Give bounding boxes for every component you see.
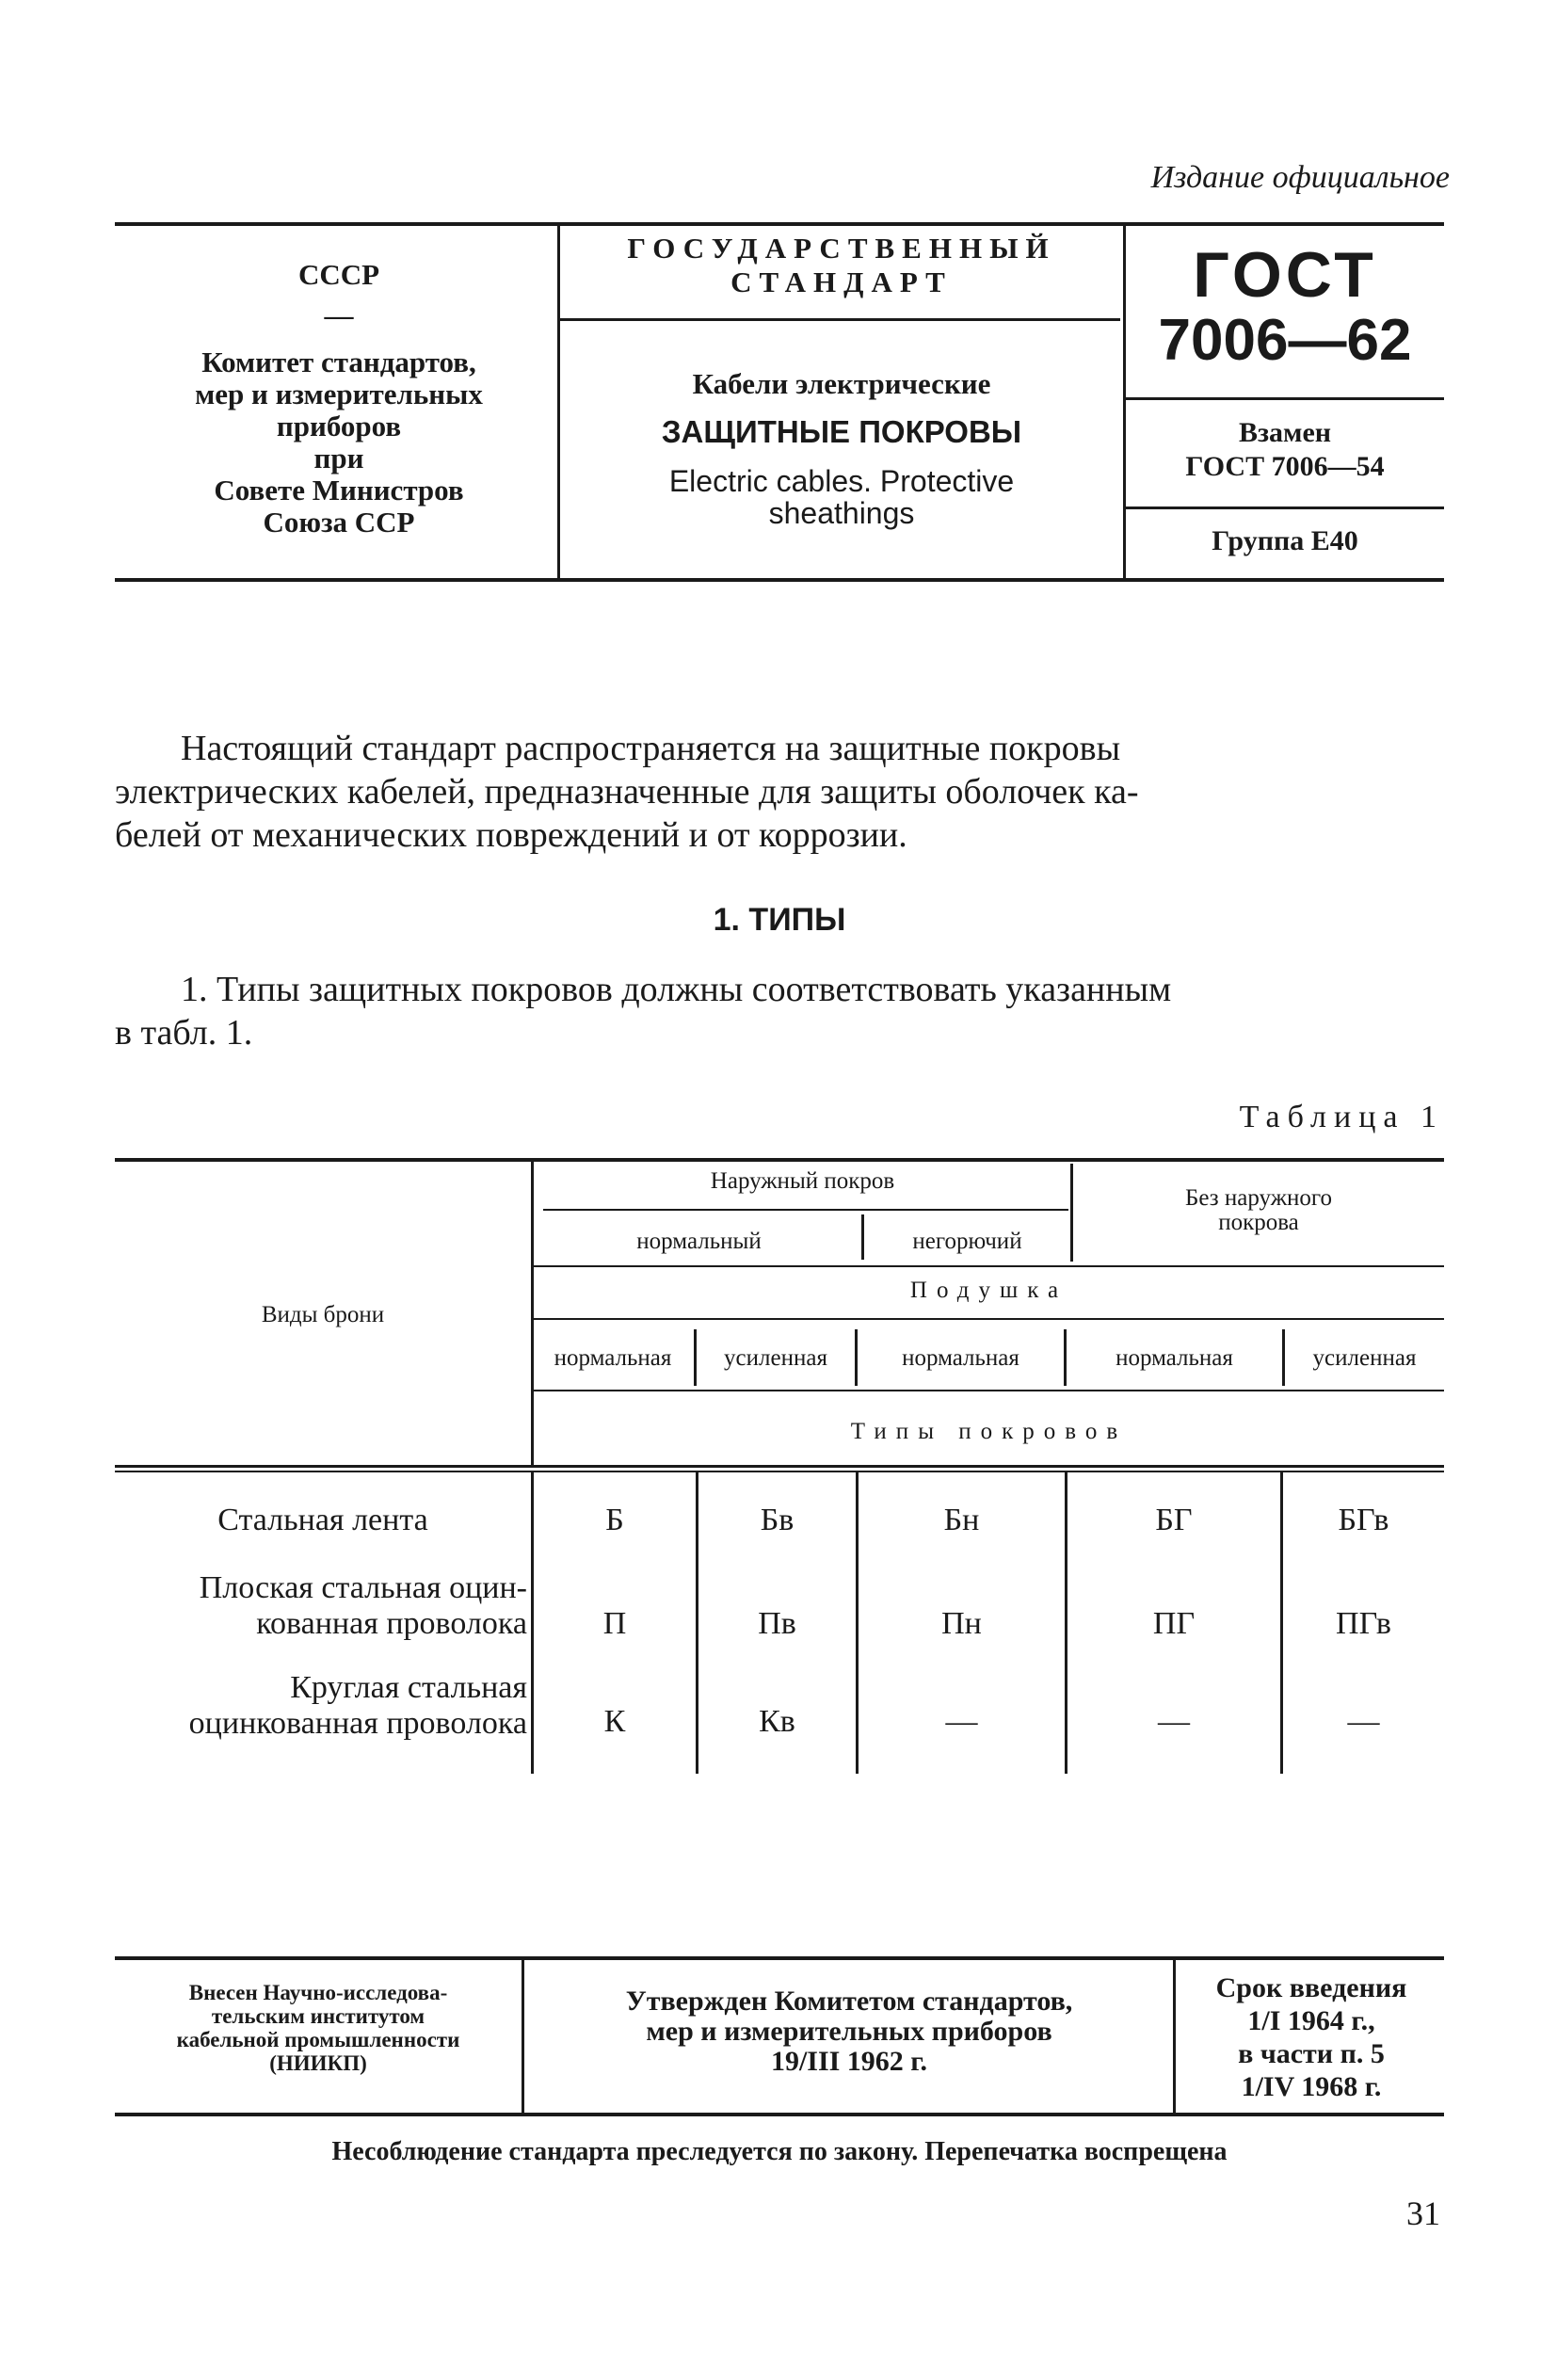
- gost-number: 7006—62: [1158, 308, 1412, 373]
- approved-by: [527, 1986, 1171, 2077]
- head-rule-cushion-top: [534, 1265, 1444, 1267]
- org-dash: —: [324, 298, 354, 331]
- armor-header: Виды брони: [261, 1302, 385, 1327]
- approved-line: Утвержден Комитетом стандартов,: [625, 1986, 1073, 2017]
- table-cell: —: [1158, 1704, 1190, 1739]
- subject-ru: Кабели электрические: [692, 367, 991, 400]
- armor-line: Стальная лента: [217, 1503, 428, 1537]
- org-line: Комитет стандартов,: [201, 346, 476, 378]
- replaces-value: ГОСТ 7006—54: [1185, 451, 1385, 482]
- footer-divider-right: [1173, 1960, 1176, 2113]
- cushion-type-1: нормальная: [554, 1345, 672, 1371]
- cushion-type-4: нормальная: [1116, 1345, 1233, 1371]
- table-row-armor: [115, 1670, 531, 1742]
- effective-date: [1179, 1971, 1444, 2103]
- table-head-rule-1: [115, 1465, 1444, 1468]
- effective-line: в части п. 5: [1238, 2038, 1385, 2069]
- title-en-line: sheathings: [768, 496, 915, 530]
- armor-line: Круглая стальная: [290, 1670, 527, 1705]
- clause-line: 1. Типы защитных покровов должны соответствовать указанным: [181, 970, 1172, 1009]
- cushion-header: Подушка: [909, 1278, 1068, 1303]
- edition-note: Издание официальное: [1150, 160, 1450, 195]
- table-cell: Бв: [760, 1503, 795, 1537]
- outer-nonflam-header: негорючий: [912, 1229, 1022, 1254]
- intro-line: электрических кабелей, предназначенные для защиты оболочек ка-: [115, 772, 1139, 812]
- table-cell: Пн: [941, 1606, 982, 1641]
- effective-line: 1/IV 1968 г.: [1241, 2071, 1382, 2102]
- effective-line: Срок введения: [1215, 1972, 1407, 2003]
- approved-line: мер и измерительных приборов: [646, 2016, 1052, 2047]
- standard-kind-line: СТАНДАРТ: [730, 265, 953, 298]
- page-number: 31: [1406, 2195, 1440, 2232]
- clause-paragraph: [115, 968, 1444, 1054]
- table-cell: ПГв: [1336, 1606, 1391, 1641]
- cushion-type-5: усиленная: [1312, 1345, 1417, 1371]
- table-cell: —: [1347, 1704, 1380, 1739]
- table-cell: П: [602, 1606, 627, 1641]
- table-caption: Таблица 1: [1239, 1100, 1444, 1134]
- org-country: СССР: [297, 258, 380, 291]
- footer-top-rule: [115, 1956, 1444, 1960]
- title-en: [565, 465, 1118, 529]
- outer-cover-header: Наружный покров: [710, 1168, 895, 1194]
- head-rule-types: [534, 1390, 1444, 1391]
- introduced-line: (НИИКП): [269, 2051, 367, 2075]
- section-title: 1. ТИПЫ: [713, 902, 846, 938]
- table-row-armor: [115, 1570, 531, 1642]
- table-cell: К: [603, 1704, 626, 1739]
- approved-line: 19/III 1962 г.: [770, 2046, 928, 2077]
- armor-line: Плоская стальная оцин-: [199, 1570, 527, 1605]
- armor-line: оцинкованная проволока: [188, 1706, 527, 1741]
- org-line: мер и измерительных: [195, 378, 483, 410]
- head-rule-outer: [543, 1209, 1068, 1211]
- title-en-line: Electric cables. Protective: [668, 464, 1015, 498]
- introduced-line: Внесен Научно-исследова-: [188, 1981, 448, 2004]
- cushion-type-2: усиленная: [724, 1345, 827, 1371]
- header-top-rule: [115, 222, 1444, 226]
- introduced-line: тельским институтом: [211, 2004, 425, 2028]
- header-right-rule-1: [1126, 397, 1444, 400]
- org-line: Союза ССР: [263, 506, 415, 539]
- no-outer-line: Без наружного: [1185, 1185, 1332, 1211]
- clause-line: в табл. 1.: [115, 1013, 253, 1053]
- legal-notice: Несоблюдение стандарта преследуется по закону. Перепечатка воспрещена: [331, 2137, 1228, 2166]
- org-committee: [132, 346, 546, 539]
- footer-divider-left: [522, 1960, 524, 2113]
- header-bottom-rule: [115, 578, 1444, 582]
- replaces: [1126, 416, 1444, 484]
- cover-types-header: Типы покровов: [850, 1419, 1128, 1444]
- cushion-type-3: нормальная: [902, 1345, 1019, 1371]
- header-right-rule-2: [1126, 507, 1444, 509]
- outer-normal-header: нормальный: [636, 1229, 762, 1254]
- intro-paragraph: [115, 727, 1444, 857]
- footer-bottom-rule: [115, 2113, 1444, 2116]
- table-top-rule: [115, 1158, 1444, 1162]
- standard-kind: [565, 232, 1118, 299]
- org-line: при: [313, 442, 364, 474]
- introduced-line: кабельной промышленности: [176, 2028, 460, 2051]
- table-row-armor: [115, 1503, 531, 1538]
- group-code: Группа Е40: [1212, 525, 1358, 556]
- armor-line: кованная проволока: [256, 1606, 527, 1641]
- effective-line: 1/I 1964 г.,: [1247, 2005, 1375, 2036]
- no-outer-header: [1073, 1186, 1444, 1235]
- table-cell: БГ: [1155, 1503, 1193, 1537]
- table-cell: —: [945, 1704, 978, 1739]
- org-line: приборов: [276, 410, 402, 442]
- table-cell: Кв: [759, 1704, 795, 1739]
- intro-line: Настоящий стандарт распространяется на защитные покровы: [181, 729, 1121, 768]
- intro-line: белей от механических повреждений и от коррозии.: [115, 815, 907, 855]
- table-head-rule-2: [115, 1471, 1444, 1472]
- replaces-label: Взамен: [1238, 417, 1332, 448]
- table-cell: Бн: [943, 1503, 980, 1537]
- title-ru: ЗАЩИТНЫЕ ПОКРОВЫ: [661, 414, 1022, 449]
- header-divider-left: [557, 226, 560, 578]
- table-cell: Пв: [758, 1606, 796, 1641]
- table-cell: Б: [605, 1503, 624, 1537]
- head-rule-cushion: [534, 1318, 1444, 1320]
- gost-label: ГОСТ: [1193, 239, 1377, 311]
- org-line: Совете Министров: [214, 474, 464, 507]
- standard-kind-line: ГОСУДАРСТВЕННЫЙ: [627, 232, 1056, 265]
- header-middle-rule: [560, 318, 1120, 321]
- no-outer-line: покрова: [1218, 1210, 1299, 1235]
- table-cell: ПГ: [1152, 1606, 1196, 1641]
- introduced-by: [119, 1981, 518, 2075]
- table-cell: БГв: [1338, 1503, 1389, 1537]
